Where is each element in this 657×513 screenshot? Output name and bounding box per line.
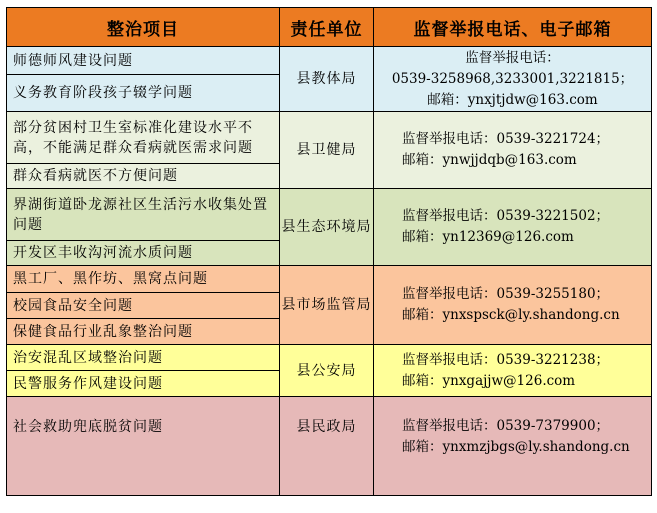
contact-cell: [374, 112, 652, 189]
unit-cell: 县教体局: [280, 47, 374, 112]
unit-cell: 县市场监管局: [280, 266, 374, 345]
table-row: [7, 47, 652, 75]
header-row: [7, 8, 652, 47]
email-text: 邮箱：ynxspsck@ly.shandong.cn: [402, 307, 620, 323]
tel-text: 监督举报电话：0539-3221502；: [402, 208, 610, 224]
unit-cell: 县生态环境局: [280, 189, 374, 266]
contact-cell: [374, 47, 652, 112]
email-text: 邮箱：ynxjtjdw@163.com: [427, 91, 598, 108]
header-contact: 监督举报电话、电子邮箱: [374, 8, 652, 47]
tel-text: 监督举报电话：0539-3221238；: [402, 351, 610, 368]
email-text: 邮箱：yn12369@126.com: [402, 229, 574, 245]
item-cell: 界湖街道卧龙源社区生活污水收集处置问题: [7, 189, 280, 241]
table-row: [7, 112, 652, 164]
header-unit: 责任单位: [280, 8, 374, 47]
header-item: 整治项目: [7, 8, 280, 47]
tel-text: 0539-3258968,3233001,3221815；: [391, 70, 634, 87]
email-text: 邮箱：ynxmzjbgs@ly.shandong.cn: [402, 439, 630, 455]
item-cell: 校园食品安全问题: [7, 293, 280, 319]
supervision-table: [6, 7, 652, 496]
item-cell: 保健食品行业乱象整治问题: [7, 319, 280, 345]
table-row: [7, 397, 652, 496]
contact-cell: [374, 345, 652, 397]
tel-text: 监督举报电话：0539-3255180；: [402, 286, 610, 302]
email-text: 邮箱：ynxgajjw@126.com: [402, 372, 576, 389]
contact-cell: [374, 397, 652, 496]
item-cell: 开发区丰收沟河流水质问题: [7, 241, 280, 266]
table-row: [7, 189, 652, 241]
contact-cell: [374, 189, 652, 266]
item-cell: 黑工厂、黑作坊、黑窝点问题: [7, 266, 280, 293]
contact-cell: [374, 266, 652, 345]
item-cell: 群众看病就医不方便问题: [7, 164, 280, 189]
item-cell: 民警服务作风建设问题: [7, 371, 280, 397]
unit-cell: 县卫健局: [280, 112, 374, 189]
table-row: [7, 345, 652, 371]
email-text: 邮箱：ynwjjdqb@163.com: [402, 152, 577, 168]
item-cell: 部分贫困村卫生室标准化建设水平不高，不能满足群众看病就医需求问题: [7, 112, 280, 164]
item-cell: 治安混乱区域整治问题: [7, 345, 280, 371]
table-row: [7, 266, 652, 293]
tel-text: 监督举报电话：0539-7379900；: [402, 418, 610, 434]
tel-label: 监督举报电话：: [465, 49, 560, 66]
item-cell: 义务教育阶段孩子辍学问题: [7, 75, 280, 112]
unit-cell: 县民政局: [280, 397, 374, 496]
tel-text: 监督举报电话：0539-3221724；: [402, 131, 610, 147]
item-cell: 社会救助兜底脱贫问题: [7, 397, 280, 496]
item-cell: 师德师风建设问题: [7, 47, 280, 75]
unit-cell: 县公安局: [280, 345, 374, 397]
